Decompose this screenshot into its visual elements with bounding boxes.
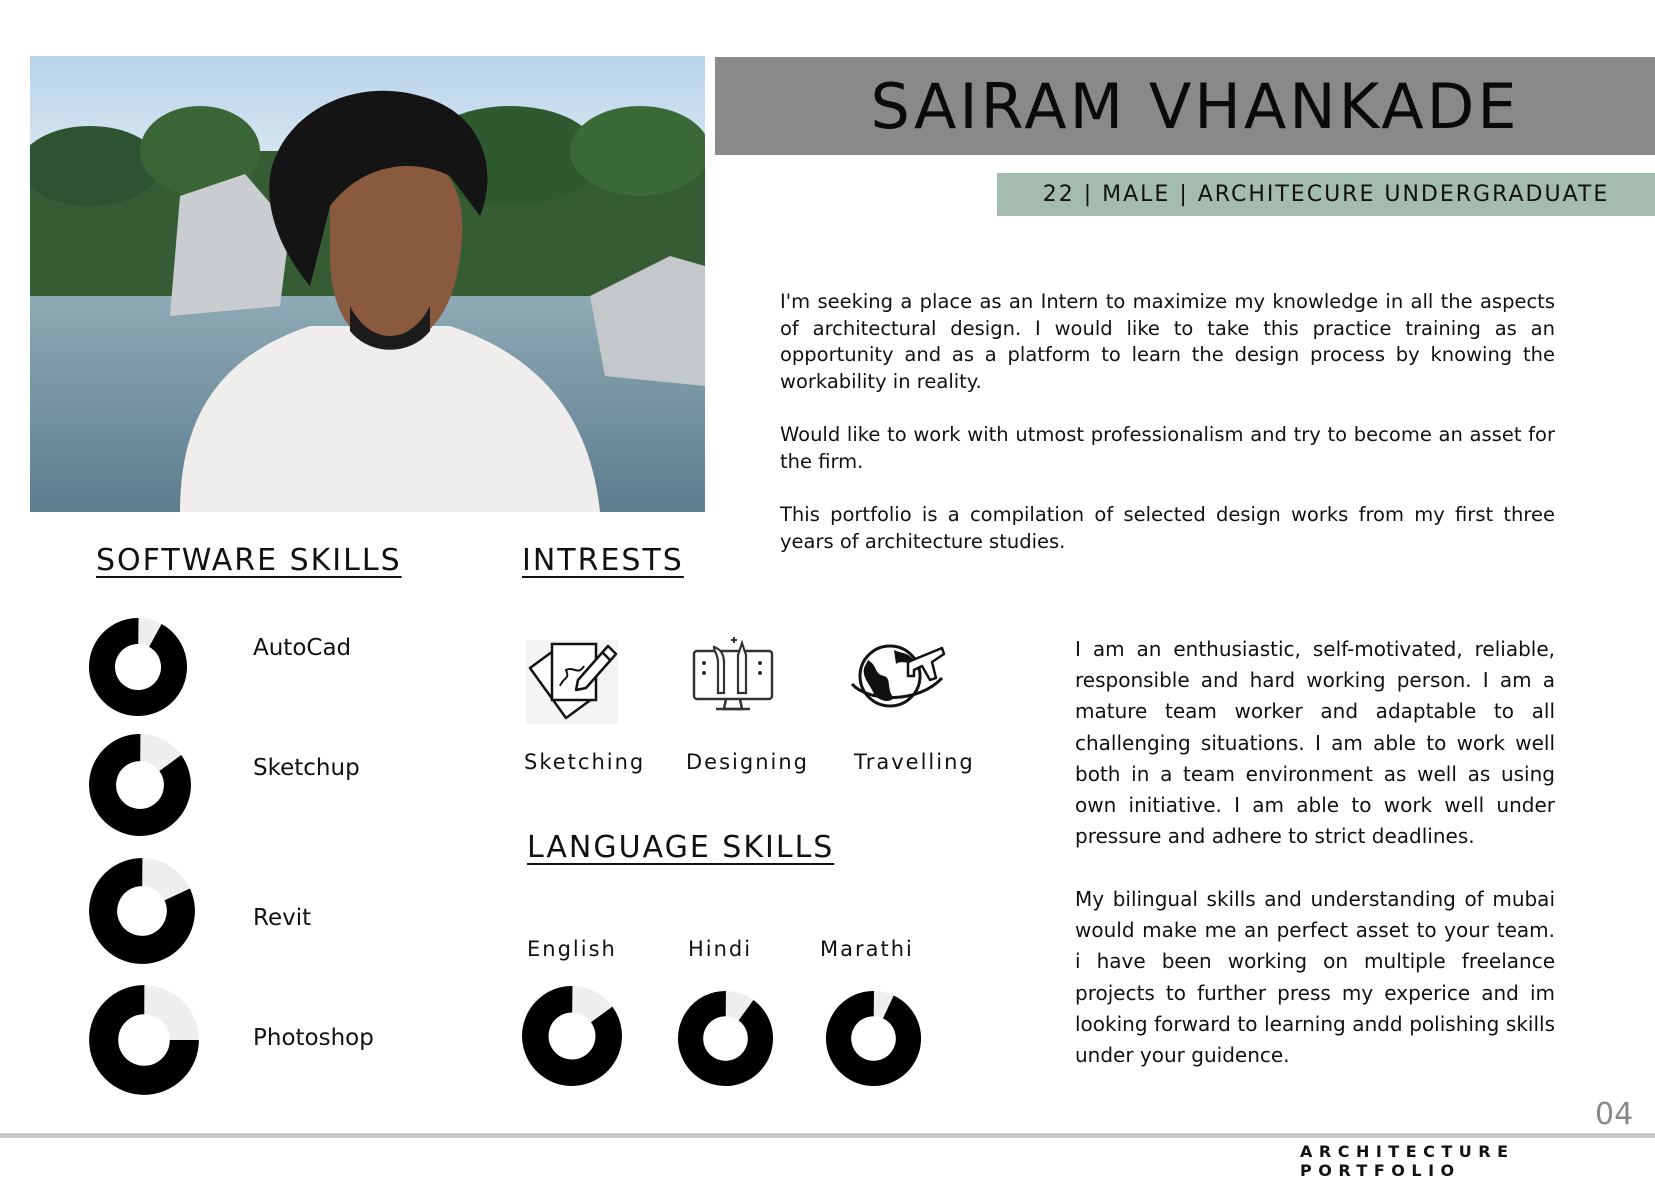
interests-title: INTRESTS [522, 543, 684, 578]
about-paragraph-4: I am an enthusiastic, self-motivated, reliable, responsible and hard working person. I am a mature team worker and adaptable to all challenging situations. I am able to work well both in a team environment as well as using own initiative. I am able to work well under pressure and adhere to strict deadlines. [1075, 637, 1555, 849]
about-paragraph-2: Would like to work with utmost professionalism and try to become an asset for the firm. [780, 423, 1555, 473]
language-donut-hindi-fill [677, 990, 774, 1087]
language-label-english: English [527, 937, 617, 961]
profile-photo [30, 56, 705, 512]
travelling-icon [848, 638, 946, 712]
software-skills-title: SOFTWARE SKILLS [96, 543, 402, 578]
language-donut-english-fill [521, 985, 623, 1087]
designing-icon [690, 633, 776, 715]
footer-label: ARCHITECTURE PORTFOLIO [1300, 1142, 1515, 1180]
interest-label-designing: Designing [686, 750, 809, 774]
profile-photo-illustration [30, 56, 705, 512]
skill-donut-revit [88, 857, 196, 965]
language-donut-english [521, 985, 623, 1087]
language-skills-title: LANGUAGE SKILLS [527, 830, 835, 865]
page-number: 04 [1595, 1097, 1634, 1132]
skill-label-sketchup: Sketchup [253, 755, 360, 781]
skill-donut-sketchup [88, 733, 192, 837]
language-label-hindi: Hindi [688, 937, 753, 961]
skill-label-revit: Revit [253, 905, 312, 931]
language-label-marathi: Marathi [820, 937, 914, 961]
skill-label-autocad: AutoCad [253, 635, 352, 661]
subtitle-banner [997, 173, 1655, 216]
candidate-name: SAIRAM VHANKADE [870, 69, 1520, 143]
about-paragraph-3: This portfolio is a compilation of selected design works from my first three years of architecture studies. [780, 503, 1555, 553]
interest-label-sketching: Sketching [524, 750, 646, 774]
about-paragraph-5: My bilingual skills and understanding of mubai would make me an perfect asset to your team. i have been working on multiple freelance projects to further press my experice and im looking forward to learning andd polishing skills under your guidence. [1075, 887, 1555, 1068]
language-donut-hindi [677, 990, 774, 1087]
footer-divider [0, 1133, 1655, 1138]
skill-donut-photoshop [88, 984, 200, 1096]
skill-label-photoshop: Photoshop [253, 1025, 374, 1051]
language-donut-marathi-fill [827, 992, 920, 1085]
language-donut-marathi [825, 990, 922, 1087]
candidate-subtitle: 22 | MALE | ARCHITECURE UNDERGRADUATE [1042, 182, 1610, 207]
skill-donut-autocad-fill [89, 618, 187, 716]
skill-donut-sketchup-fill [88, 733, 192, 837]
about-paragraph-1: I'm seeking a place as an Intern to maximize my knowledge in all the aspects of architectural design. I would like to take this practice training as an opportunity and as a platform to learn the design process by knowing the workability in reality. [780, 290, 1555, 393]
sketching-icon [522, 636, 622, 728]
skill-donut-autocad [88, 617, 188, 717]
interest-label-travelling: Travelling [854, 750, 975, 774]
name-banner [715, 57, 1655, 155]
